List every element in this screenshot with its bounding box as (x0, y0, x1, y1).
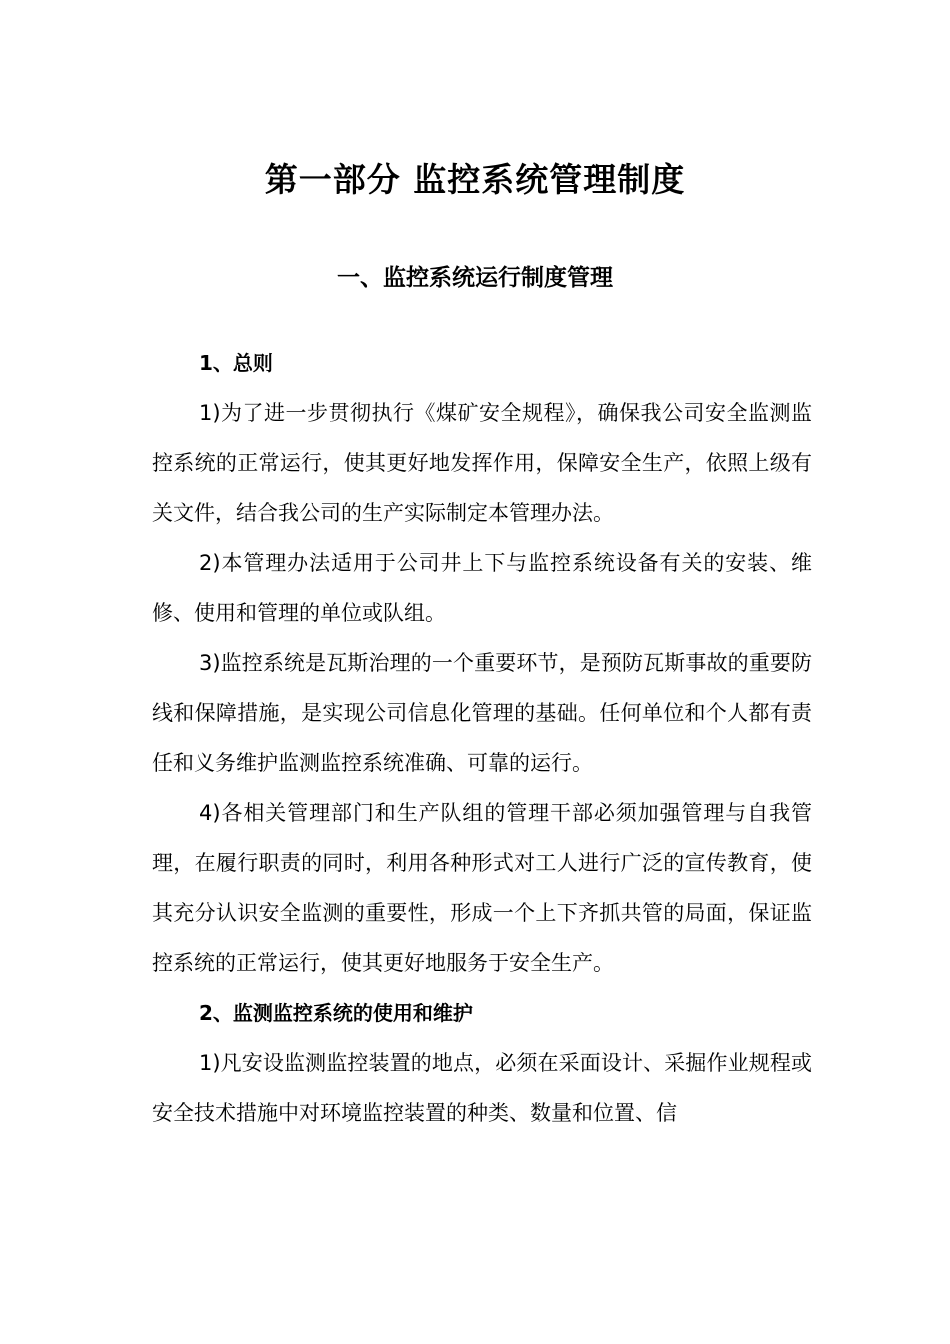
section-title: 一、监控系统运行制度管理 (337, 265, 613, 291)
subsection-heading-general: 1、总则 (199, 351, 273, 375)
paragraph: 2)本管理办法适用于公司井上下与监控系统设备有关的安装、维修、使用和管理的单位或队组。 (152, 551, 812, 625)
paragraph: 1)为了进一步贯彻执行《煤矿安全规程》，确保我公司安全监测监控系统的正常运行，使其更好地发挥作用，保障安全生产，依照上级有关文件，结合我公司的生产实际制定本管理办法。 (152, 401, 812, 525)
subsection-heading-usage-maintenance: 2、监测监控系统的使用和维护 (199, 1001, 473, 1025)
document-body (152, 338, 812, 1138)
document-title: 第一部分 监控系统管理制度 (264, 160, 686, 199)
paragraph: 3)监控系统是瓦斯治理的一个重要环节，是预防瓦斯事故的重要防线和保障措施，是实现公司信息化管理的基础。任何单位和个人都有责任和义务维护监测监控系统准确、可靠的运行。 (152, 651, 812, 775)
paragraph: 1)凡安设监测监控装置的地点，必须在采面设计、采掘作业规程或安全技术措施中对环境监控装置的种类、数量和位置、信 (152, 1051, 812, 1125)
paragraph: 4)各相关管理部门和生产队组的管理干部必须加强管理与自我管理，在履行职责的同时，利用各种形式对工人进行广泛的宣传教育，使其充分认识安全监测的重要性，形成一个上下齐抓共管的局面，保证监控系统的正常运行，使其更好地服务于安全生产。 (152, 801, 812, 975)
